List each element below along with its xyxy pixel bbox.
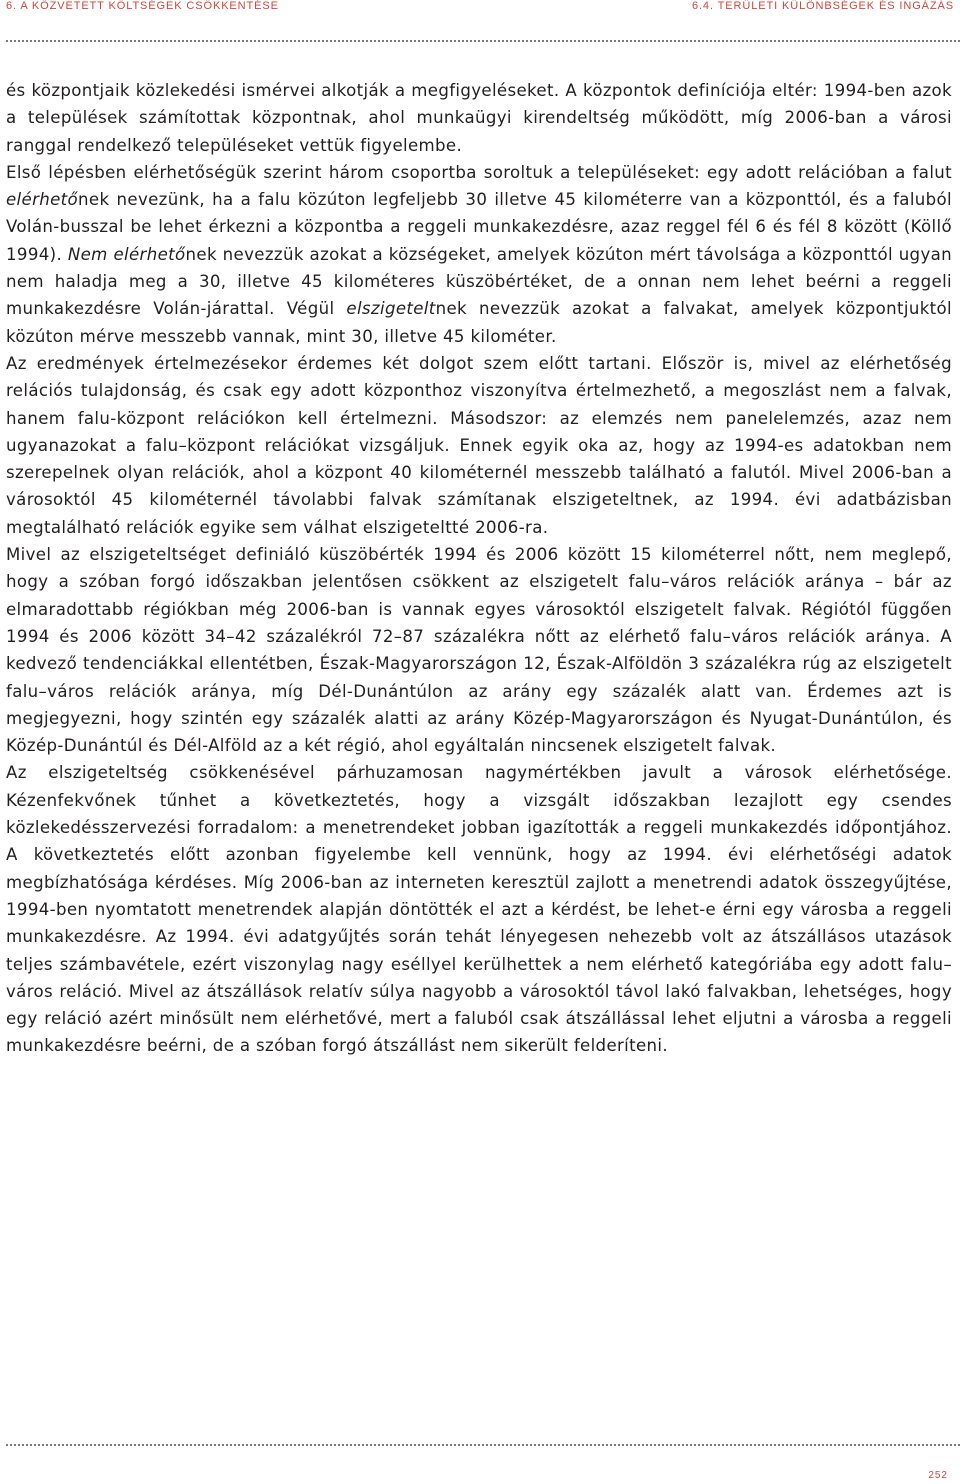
paragraph-text: Első lépésben elérhetőségük szerint három csoportba soroltuk a településeket: egy adott relációban a falut <box>6 162 952 182</box>
paragraph-5 <box>6 759 952 1059</box>
paragraph-text: nek nevezzük azokat a községeket, amelyek közúton mért távolsága a központtól ugyan nem haladja meg a 30, illetve 45 kilométeres küszöbértéket, de a onnan nem lehet beérni a reggeli munkakezdésre Volán-járattal. Végül <box>6 244 952 319</box>
paragraph-3 <box>6 350 952 541</box>
paragraph-2 <box>6 159 952 350</box>
footer-dotted-rule <box>6 1444 960 1446</box>
italic-term-nem-elerheto: Nem elérhető <box>67 244 186 264</box>
paragraph-text: Mivel az elszigeteltséget definiáló küszöbérték 1994 és 2006 között 15 kilométerrel nőtt, nem meglepő, hogy a szóban forgó időszakban jelentősen csökkent az elszigetelt falu–város relációk aránya – bár az elmaradottabb régiókban még 2006-ban is vannak egyes városoktól elszigetelt falvak. Régiótól függően 1994 és 2006 között 34–42 százalékról 72–87 százalékra nőtt az elérhető falu–város relációk aránya. A kedvező tendenciákkal ellentétben, Észak-Magyarországon 12, Észak-Alföldön 3 százalékra rúg az elszigetelt falu–város relációk aránya, míg Dél-Dunántúlon az arány egy százalék alatt van. Érdemes azt is megjegyezni, hogy szintén egy százalék alatti az arány Közép-Magyarországon és Nyugat-Dunántúlon, és Közép-Dunántúl és Dél-Alföld az a két régió, ahol egyáltalán nincsenek elszigetelt falvak. <box>6 545 952 756</box>
paragraph-1 <box>6 77 952 159</box>
italic-term-elszigetelt: elszigetelt <box>346 299 436 319</box>
body-text <box>6 77 952 1060</box>
paragraph-text: Az elszigeteltség csökkenésével párhuzamosan nagymértékben javult a városok elérhetősége. Kézenfekvőnek tűnhet a következtetés, hogy a vizsgált időszakban lezajlott egy csendes közlekedésszervezési forradalom: a menetrendeket jobban igazították a reggeli munkakezdés időpontjához. A következtetés előtt azonban figyelembe kell vennünk, hogy az 1994. évi elérhetőségi adatok megbízhatósága kérdéses. Míg 2006-ban az interneten keresztül zajlott a menetrendi adatok összegyűjtése, 1994-ben nyomtatott menetrendek alapján döntötték el azt a kérdést, be lehet-e érni egy városba a reggeli munkakezdésre. Az 1994. évi adatgyűjtés során tehát lényegesen nehezebb volt az átszállásos utazások teljes számbavétele, ezért viszonylag nagy eséllyel kerülhettek a nem elérhető kategóriába egy adott falu–város reláció. Mivel az átszállások relatív súlya nagyobb a városoktól távol lakó falvakban, lehetséges, hogy egy reláció azért minősült nem elérhetővé, mert a faluból csak átszállással lehet eljutni a városba a reggeli munkakezdésre beérni, de a szóban forgó átszállást nem sikerült felderíteni. <box>6 763 952 1056</box>
paragraph-text: és központjaik közlekedési ismérvei alkotják a megfigyeléseket. A központok definíciója eltér: 1994-ben azok a települések számítottak központnak, ahol munkaügyi kirendeltség működött, míg 2006-ban a városi ranggal rendelkező településeket vettük figyelembe. <box>6 81 952 155</box>
page-number: 252 <box>928 1470 948 1481</box>
chapter-title: 6. A KÖZVETETT KÖLTSÉGEK CSÖKKENTÉSE <box>6 0 279 12</box>
paragraph-text: Az eredmények értelmezésekor érdemes két dolgot szem előtt tartani. Először is, mivel az elérhetőség relációs tulajdonság, és csak egy adott központhoz viszonyítva értelmezhető, a megoszlást nem a falvak, hanem falu-központ relációkon kell értelmezni. Másodszor: az elemzés nem panelelemzés, azaz nem ugyanazokat a falu–központ relációkat vizsgáljuk. Ennek egyik oka az, hogy az 1994-es adatokban nem szerepelnek olyan relációk, ahol a központ 40 kilométernél messzebb található a falutól. Mivel 2006-ban a városoktól 45 kilométernél távolabbi falvak számítanak elszigeteltnek, az 1994. évi adatbázisban megtalálható relációk egyike sem válhat elszigeteltté 2006-ra. <box>6 353 952 537</box>
header-dotted-rule <box>6 40 960 42</box>
paragraph-4 <box>6 541 952 759</box>
section-title: 6.4. TERÜLETI KÜLÖNBSÉGEK ÉS INGÁZÁS <box>691 0 954 12</box>
italic-term-elerheto: elérhető <box>6 190 79 210</box>
paragraph-text: nek nevezünk, ha a falu közúton legfeljebb 30 illetve 45 kilométerre van a központtól, és a faluból Volán-busszal be lehet érkezni a központba a reggeli munkakezdésre, azaz reggel fél 6 és fél 8 között (Köllő 1994). <box>6 190 952 264</box>
paragraph-text: nek nevezzük azokat a falvakat, amelyek központjuktól közúton mérve messzebb vannak, mint 30, illetve 45 kilométer. <box>6 299 952 346</box>
running-header <box>6 0 954 14</box>
